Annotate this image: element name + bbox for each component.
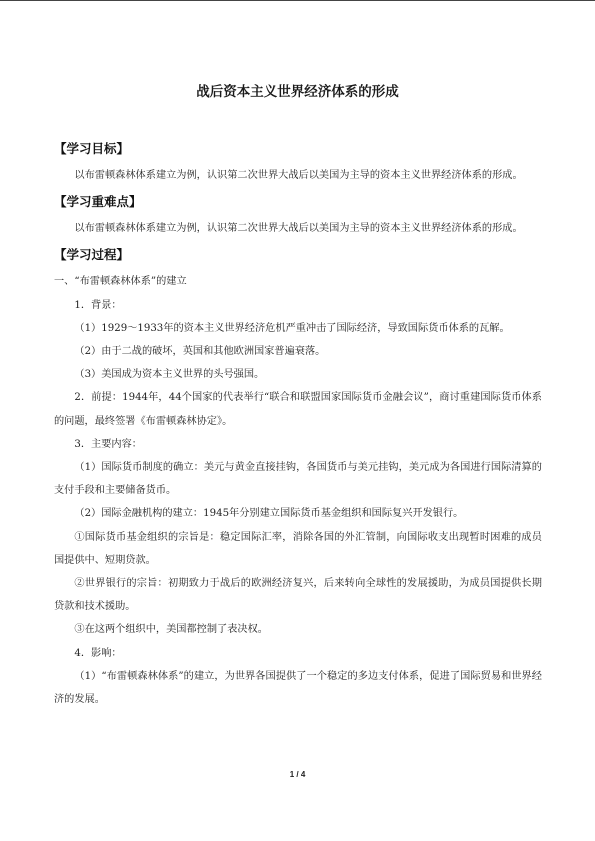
main-content-label: 3．主要内容： xyxy=(74,438,142,450)
impact-item-1: （1）“布雷顿森林体系”的建立，为世界各国提供了一个稳定的多边支付体系，促进了国际贸易和世界经济的发展。 xyxy=(54,670,542,706)
background-item-3: （3）美国成为资本主义世界的头号强国。 xyxy=(74,369,265,381)
impact-label: 4．影响： xyxy=(74,647,122,659)
imf-purpose: ①国际货币基金组织的宗旨是：稳定国际汇率，消除各国的外汇管制，向国际收支出现暂时困难的成员国提供中、短期贷款。 xyxy=(54,531,542,566)
key-points-text: 以布雷顿森林体系建立为例，认识第二次世界大战后以美国为主导的资本主义世界经济体系的形成。 xyxy=(74,223,523,235)
key-points-heading: 【学习重难点】 xyxy=(54,194,142,210)
document-body xyxy=(54,140,542,711)
background-label: 1．背景： xyxy=(74,299,122,311)
document-title: 战后资本主义世界经济体系的形成 xyxy=(196,84,399,100)
page-number: 1 / 4 xyxy=(289,770,306,779)
world-bank-purpose: ②世界银行的宗旨：初期致力于战后的欧洲经济复兴，后来转向全球性的发展援助，为成员国提供长期贷款和技术援助。 xyxy=(54,578,542,613)
main-content-item-2: （2）国际金融机构的建立：1945年分别建立国际货币基金组织和国际复兴开发银行。 xyxy=(74,508,464,520)
background-item-1: （1）1929～1933年的资本主义世界经济危机严重冲击了国际经济，导致国际货币体系的瓦解。 xyxy=(74,322,510,334)
us-veto-note: ③在这两个组织中，美国都控制了表决权。 xyxy=(74,624,268,636)
top-border-rule xyxy=(0,0,595,1)
premise-text: 2．前提：1944年，44个国家的代表举行“联合和联盟国家国际货币金融会议”，商讨重建国际货币体系的问题，最终签署《布雷顿森林协定》。 xyxy=(54,392,542,427)
learning-goal-text: 以布雷顿森林体系建立为例，认识第二次世界大战后以美国为主导的资本主义世界经济体系的形成。 xyxy=(74,170,523,181)
background-item-2: （2）由于二战的破坏，英国和其他欧洲国家普遍衰落。 xyxy=(74,346,326,358)
learning-process-heading: 【学习过程】 xyxy=(54,247,130,263)
main-content-item-1: （1）国际货币制度的确立：美元与黄金直接挂钩，各国货币与美元挂钩，美元成为各国进行国际清算的支付手段和主要储备货币。 xyxy=(54,462,542,497)
learning-goal-heading: 【学习目标】 xyxy=(54,141,130,156)
part1-title: 一、“布雷顿森林体系”的建立 xyxy=(54,276,187,288)
